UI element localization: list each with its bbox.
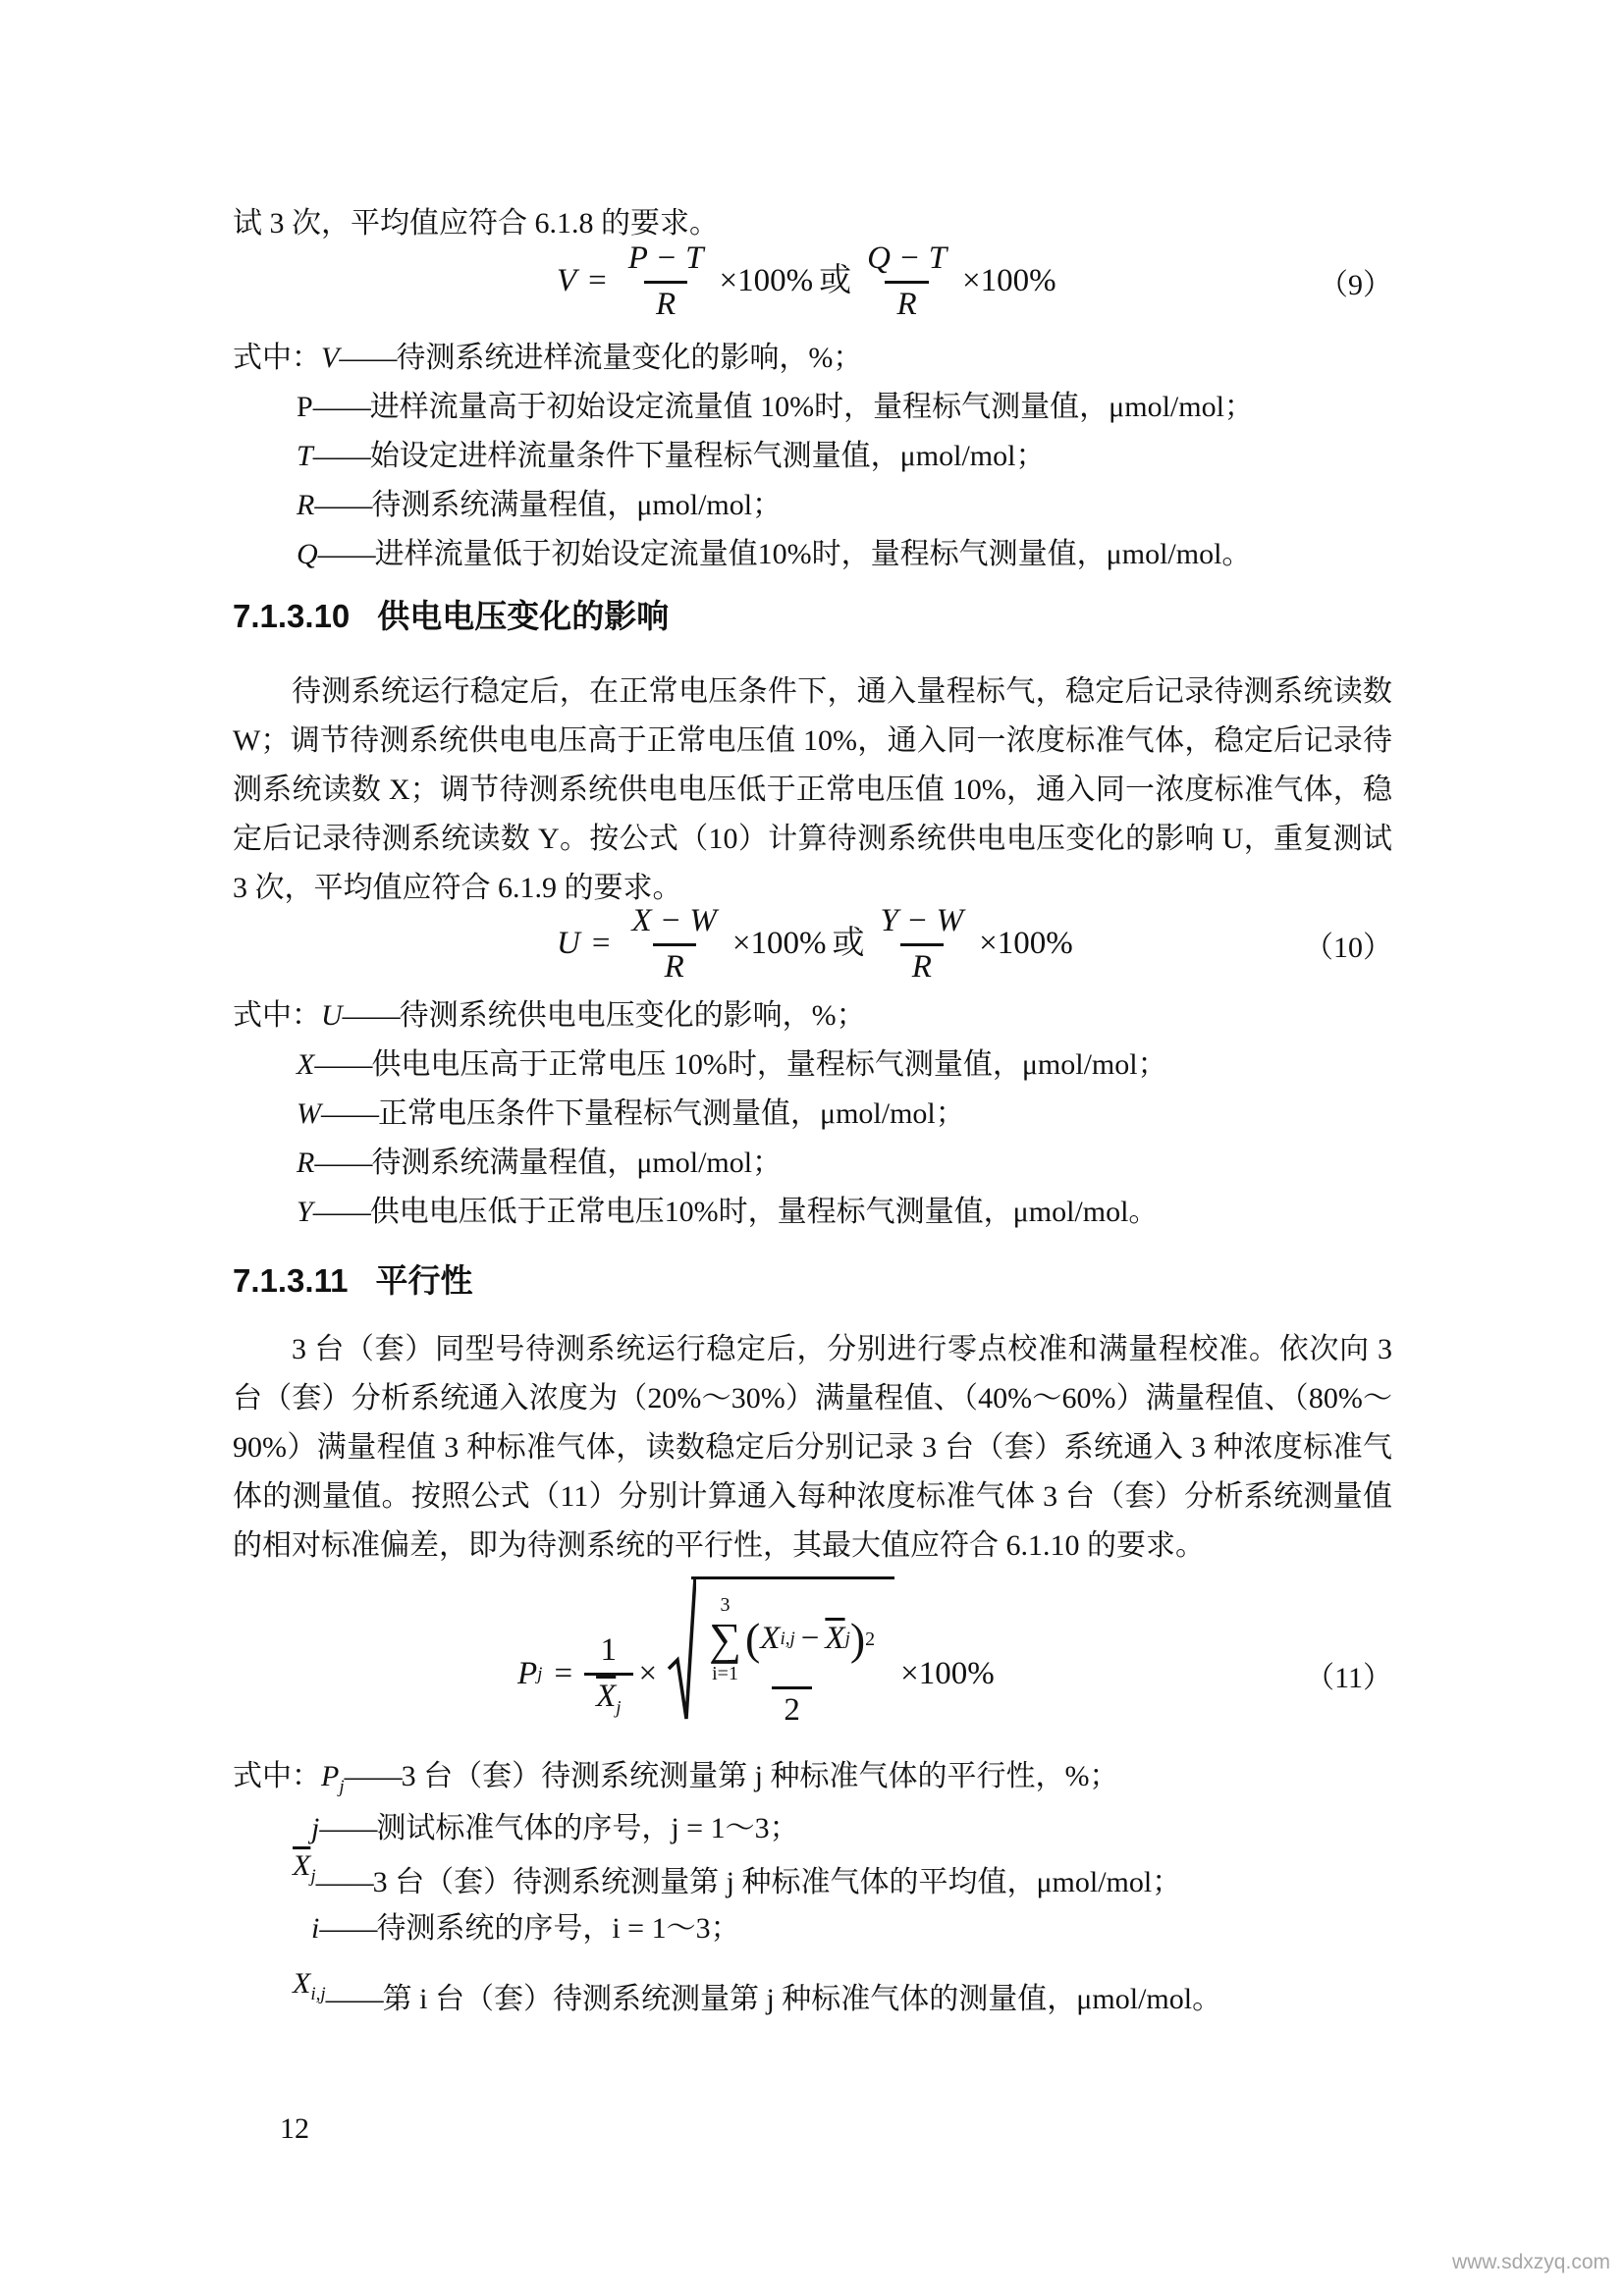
symbol: j <box>311 1812 320 1844</box>
section-heading-7-1-3-10 <box>233 595 1392 638</box>
section-title: 供电电压变化的影响 <box>377 598 670 634</box>
dash: —— <box>342 999 400 1032</box>
summation: 3 ∑ i=1 <box>709 1594 741 1685</box>
where-row <box>233 991 866 1041</box>
formula-11: P j = $\frac{1}{\overline{X}_j}$ × 3 ∑ i=1 ( X i,j − $\overline{X}$ j ) 2 2 ×100% <box>517 1597 1001 1751</box>
x-bar: $\overline{X}$ <box>596 1679 617 1714</box>
definition: 进样流量高于初始设定流量值 10%时，量程标气测量值，μmol/mol； <box>369 391 1254 423</box>
definition: 始设定进样流量条件下量程标气测量值，μmol/mol； <box>369 440 1046 472</box>
formula-10-lhs: U <box>557 926 580 962</box>
page-number: 12 <box>280 2112 309 2145</box>
symbol: T <box>297 440 313 472</box>
symbol: R <box>297 489 315 521</box>
formula-9-lhs: V <box>557 263 577 299</box>
formula-11-row <box>233 1578 1392 1770</box>
fraction: $\frac{1}{\overline{X}_j}$ <box>584 1632 632 1716</box>
times-sign: × <box>638 1655 658 1691</box>
formula-9-number: （9） <box>1319 269 1392 301</box>
definition: 待测系统的序号，i = 1～3； <box>376 1912 740 1945</box>
symbol: U <box>321 999 343 1032</box>
symbol: P <box>321 1760 340 1792</box>
definition: 待测系统满量程值，μmol/mol； <box>371 489 783 521</box>
where-row <box>233 1188 1158 1237</box>
times-100: ×100% <box>719 263 814 299</box>
definition: 供电电压低于正常电压10%时，量程标气测量值，μmol/mol。 <box>369 1196 1159 1228</box>
fraction: 3 ∑ i=1 ( X i,j − $\overline{X}$ j ) 2 2 <box>709 1594 876 1729</box>
dash: —— <box>314 1048 372 1081</box>
dash: —— <box>321 1097 378 1130</box>
where-row: 式中：$P_j——3$ 台（套）待测系统测量第 j 种标准气体的平行性，%； <box>233 1760 1119 1797</box>
times-100: ×100% <box>979 926 1073 962</box>
times-100: ×100% <box>900 1655 995 1691</box>
section-title: 平行性 <box>375 1262 473 1299</box>
where-row <box>233 1849 1182 1907</box>
close-paren: ) <box>849 1614 866 1665</box>
definition: 进样流量低于初始设定流量值10%时，量程标气测量值，μmol/mol。 <box>374 538 1252 570</box>
formula-9-row <box>233 233 1392 331</box>
dash: —— <box>319 1912 377 1945</box>
symbol: X <box>297 1048 315 1081</box>
section-heading-7-1-3-11 <box>233 1259 1392 1303</box>
symbol: V <box>321 342 340 374</box>
dash: —— <box>339 342 397 374</box>
where-row <box>233 1041 1167 1090</box>
where-prefix: 式中： <box>233 1760 321 1792</box>
fraction: $\frac{Q - T}{R}$ <box>867 240 947 322</box>
definition: 正常电压条件下量程标气测量值，μmol/mol； <box>378 1097 965 1130</box>
section-paragraph: 3 台（套）同型号待测系统运行稳定后，分别进行零点校准和满量程校准。依次向 3 台（套）分析系统通入浓度为（20%～30%）满量程值、（40%～60%）满量程值、（80%～90%）满量程值 3 种标准气体，读数稳定后分别记录 3 台（套）系统通入 3 种浓度标准气体的测量值。按照公式（11）分别计算通入每种浓度标准气体 3 台（套）分析系统测量值的相对标准偏差，即为待测系统的平行性，其最大值应符合 6.1.10 的要求。 <box>233 1333 1392 1562</box>
definition: 待测系统满量程值，μmol/mol； <box>371 1147 783 1179</box>
section-number: 7.1.3.11 <box>233 1262 349 1299</box>
fraction: $\frac{P - T}{R}$ <box>627 240 704 322</box>
definition: 第 i 台（套）待测系统测量第 j 种标准气体的测量值，μmol/mol。 <box>382 1983 1222 2015</box>
where-prefix: 式中： <box>233 999 321 1032</box>
definition: 供电电压高于正常电压 10%时，量程标气测量值，μmol/mol； <box>371 1048 1167 1081</box>
dash: —— <box>312 1196 370 1228</box>
fraction: $\frac{Y - W}{R}$ <box>880 902 964 985</box>
open-paren: ( <box>744 1614 761 1665</box>
or-word: 或 <box>819 263 852 299</box>
symbol: i <box>311 1912 320 1945</box>
formula-11-lhs: P <box>517 1655 538 1691</box>
section-paragraph: 待测系统运行稳定后，在正常电压条件下，通入量程标气，稳定后记录待测系统读数 W；调节待测系统供电电压高于正常电压值 10%，通入同一浓度标准气体，稳定后记录待测系统读数 X；调节待测系统供电电压低于正常电压值 10%，通入同一浓度标准气体，稳定后记录待测系统读数 Y。按公式（10）计算待测系统供电电压变化的影响 U，重复测试 3 次，平均值应符合 6.1.9 的要求。 <box>233 675 1392 904</box>
formula-9 <box>557 240 1062 324</box>
symbol: $X_{i,j}$ <box>293 1967 326 2004</box>
dash: —— <box>312 391 370 423</box>
where-row <box>233 1804 799 1853</box>
where-row <box>233 1904 740 1953</box>
definition: 待测系统进样流量变化的影响，%； <box>396 342 863 374</box>
minus-sign: − <box>800 1621 820 1657</box>
definition: 3 台（套）待测系统测量第 j 种标准气体的平均值，μmol/mol； <box>372 1866 1182 1898</box>
where-list-3 <box>233 1752 1392 2047</box>
symbol: P <box>297 391 313 423</box>
where-prefix: 式中： <box>233 342 321 374</box>
formula-10 <box>557 903 1079 987</box>
formula-10-number: （10） <box>1304 932 1392 964</box>
times-100: ×100% <box>962 263 1056 299</box>
dash: —— <box>344 1760 402 1792</box>
where-row <box>233 383 1254 432</box>
dash: —— <box>312 440 370 472</box>
where-row <box>233 1090 965 1139</box>
symbol: Y <box>297 1196 313 1228</box>
symbol: W <box>297 1097 321 1130</box>
formula-11-number: （11） <box>1305 1661 1392 1694</box>
equals-sign: = <box>588 263 607 299</box>
radicand <box>691 1576 894 1730</box>
symbol: Q <box>297 538 318 570</box>
where-row <box>233 1139 782 1188</box>
definition: 测试标准气体的序号，j = 1～3； <box>376 1812 799 1844</box>
definition: 3 台（套）待测系统测量第 j 种标准气体的平行性，%； <box>401 1760 1119 1792</box>
dash: —— <box>314 1147 372 1179</box>
equals-sign: = <box>591 926 611 962</box>
sigma-symbol: ∑ <box>709 1614 741 1665</box>
square-root <box>667 1575 894 1730</box>
fraction: $\frac{X - W}{R}$ <box>631 902 717 985</box>
watermark: www.sdxzyq.com <box>1451 2251 1610 2273</box>
where-row <box>233 481 782 530</box>
where-row <box>233 334 862 383</box>
section-number: 7.1.3.10 <box>233 598 351 634</box>
dash: —— <box>315 1866 373 1898</box>
dash: —— <box>319 1812 377 1844</box>
formula-10-row <box>233 895 1392 993</box>
equals-sign: = <box>554 1655 573 1691</box>
dash: —— <box>317 538 375 570</box>
dash: —— <box>314 489 372 521</box>
continuation-line: 试 3 次，平均值应符合 6.1.8 的要求。 <box>233 207 719 240</box>
where-row <box>233 432 1045 481</box>
dash: —— <box>325 1983 383 2015</box>
definition: 待测系统供电电压变化的影响，%； <box>399 999 866 1032</box>
x-bar: $\overline{X}$ <box>293 1849 311 1882</box>
x-bar: $\overline{X}$ <box>825 1621 845 1657</box>
symbol: R <box>297 1147 315 1179</box>
where-row <box>233 1967 1222 2024</box>
where-row <box>233 530 1251 579</box>
symbol: $\overline{X}_j$ <box>293 1849 316 1887</box>
times-100: ×100% <box>731 926 827 962</box>
or-word: 或 <box>832 926 865 962</box>
